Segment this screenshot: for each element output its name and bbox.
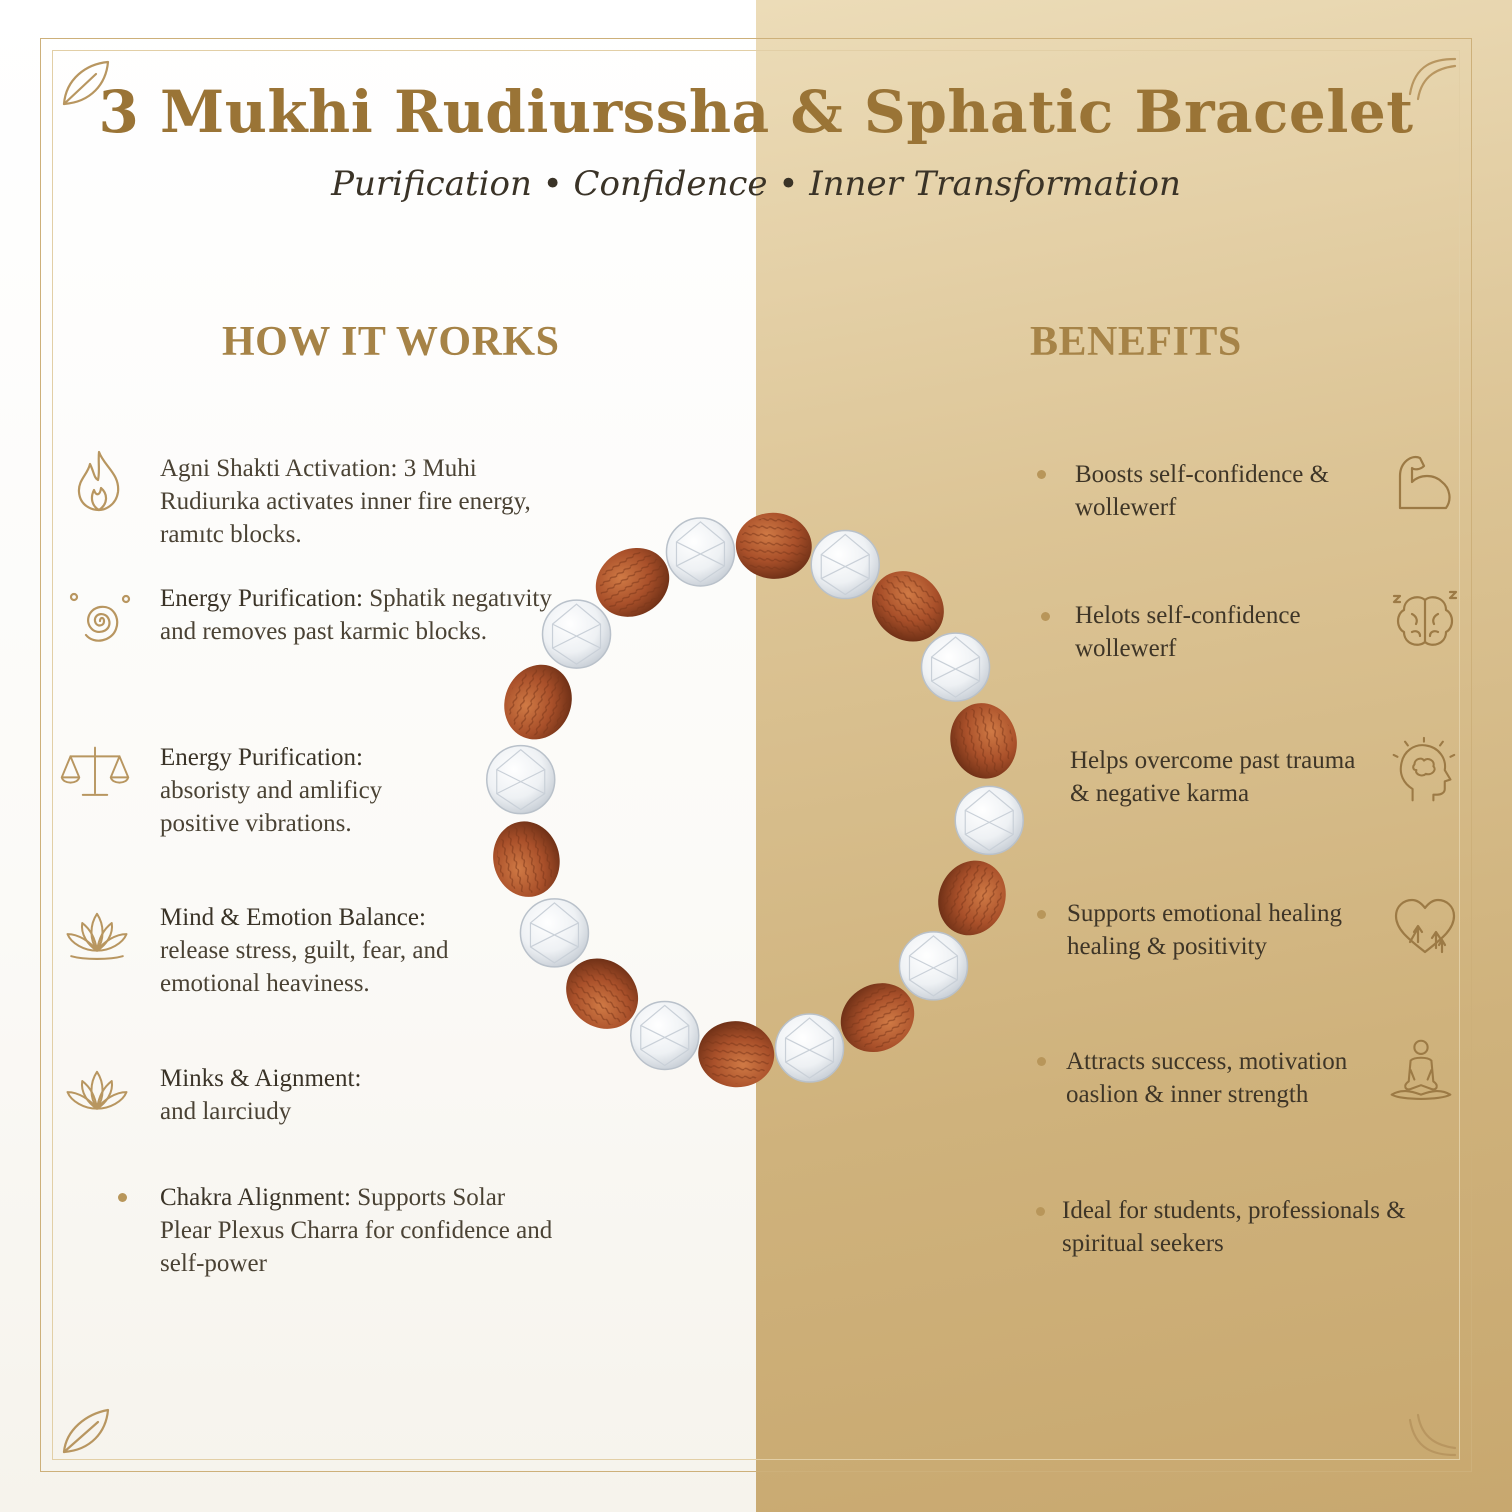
- benefits-heading: BENEFITS: [1030, 319, 1242, 365]
- how-it-works-heading: HOW IT WORKS: [222, 319, 560, 365]
- bullet-dot: [118, 1193, 127, 1202]
- head-mind-icon: [1388, 736, 1458, 806]
- flame-icon: [64, 446, 134, 516]
- heart-arrows-icon: [1390, 892, 1460, 962]
- spiral-icon: [64, 585, 134, 655]
- crystal-bead: [811, 531, 879, 599]
- benefit-item: Helps overcome past trauma & negative karma: [1070, 747, 1356, 807]
- lotus-icon: [62, 1058, 132, 1128]
- benefit-item: Ideal for students, professionals & spiritual seekers: [1062, 1197, 1406, 1257]
- corner-flourish-icon: [1400, 1400, 1460, 1460]
- crystal-bead: [543, 600, 611, 668]
- bullet-dot: [1036, 1207, 1045, 1216]
- page-title: 3 Mukhi Rudiurssha & Sphatic Bracelet: [98, 78, 1414, 146]
- how-item-energy-purification-1: Energy Purification: Sphatik negatıvity and removes past karmic blocks.: [160, 585, 552, 645]
- how-item-agni-shakti: Agni Shakti Activation: 3 Muhi Rudiurıka activates inner fire energy, ramıtc blocks.: [160, 455, 531, 548]
- lotus-icon: [62, 900, 132, 970]
- benefit-item: Supports emotional healing healing & positivity: [1067, 900, 1342, 960]
- rudraksha-bead: [733, 510, 814, 582]
- crystal-bead: [631, 1001, 699, 1069]
- flexed-arm-icon: [1390, 448, 1460, 518]
- leaf-ornament-icon: [56, 1400, 116, 1460]
- how-item-energy-purification-2: Energy Purification: absoristy and amlificy positive vibrations.: [160, 744, 383, 837]
- page-subtitle: Purification • Confidence • Inner Transformation: [331, 164, 1181, 204]
- how-item-chakra-alignment: Chakra Alignment: Supports Solar Plear Plexus Charra for confidence and self-power: [160, 1184, 553, 1277]
- rudraksha-bead: [943, 696, 1025, 785]
- bullet-dot: [1037, 470, 1046, 479]
- rudraksha-bead: [493, 654, 583, 750]
- brain-icon: [1390, 588, 1460, 658]
- benefit-item: Helots self-confidence wollewerf: [1075, 602, 1301, 662]
- bracelet-image: [455, 500, 1055, 1120]
- meditation-icon: [1386, 1036, 1456, 1106]
- crystal-bead: [899, 932, 967, 1000]
- rudraksha-bead: [696, 1018, 777, 1090]
- crystal-bead: [487, 746, 555, 814]
- crystal-bead: [922, 633, 990, 701]
- scales-icon: [60, 738, 130, 808]
- crystal-bead: [776, 1014, 844, 1082]
- crystal-bead: [955, 786, 1023, 854]
- rudraksha-bead: [927, 850, 1017, 946]
- benefit-item: Attracts success, motivation oaslion & inner strength: [1066, 1048, 1348, 1108]
- benefit-item: Boosts self-confidence & wollewerf: [1075, 461, 1330, 521]
- how-item-mind-emotion: Mind & Emotion Balance: release stress, guilt, fear, and emotional heaviness.: [160, 904, 449, 997]
- crystal-bead: [666, 518, 734, 586]
- crystal-bead: [520, 899, 588, 967]
- rudraksha-bead: [485, 815, 567, 904]
- how-item-minks-alignment: Minks & Aignment: and laırciudy: [160, 1065, 362, 1125]
